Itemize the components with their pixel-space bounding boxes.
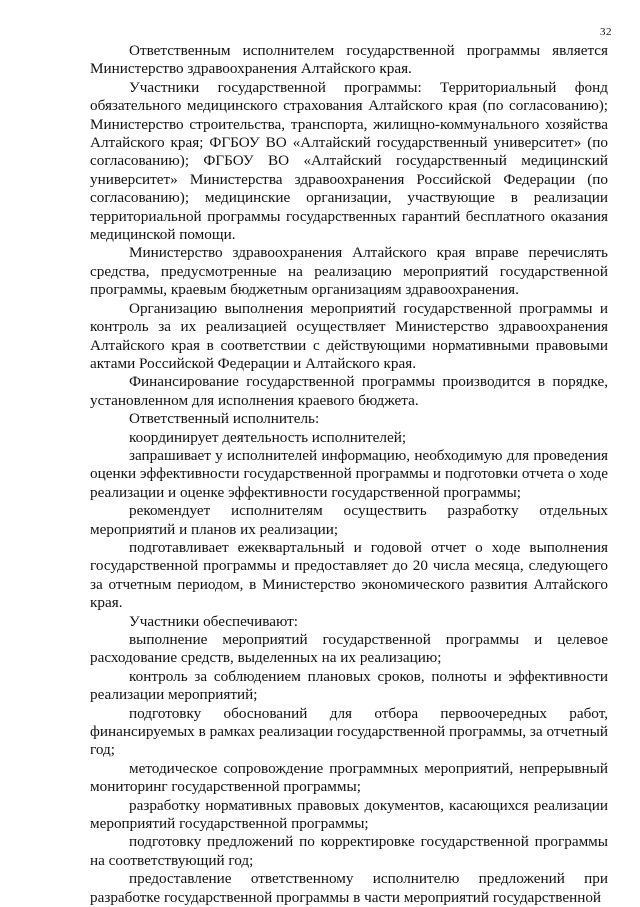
paragraph: подготавливает ежеквартальный и годовой отчет о ходе выполнения государственной программы и предоставляет до 20 числа месяца, следующего за отчетным периодом, в Министерство экономического развития Алтайского края. — [90, 538, 608, 612]
paragraph: предоставление ответственному исполнителю предложений при разработке государственной программы в части мероприятий государственной — [90, 870, 608, 906]
paragraph: Ответственный исполнитель: — [129, 410, 320, 428]
paragraph: выполнение мероприятий государственной программы и целевое расходование средств, выделенных на их реализацию; — [90, 631, 608, 667]
paragraph: разработку нормативных правовых документов, касающихся реализации мероприятий государственной программы; — [90, 796, 608, 833]
paragraph: координирует деятельность исполнителей; — [129, 428, 407, 446]
paragraph: запрашивает у исполнителей информацию, необходимую для проведения оценки эффективности государственной программы и подготовки отчета о ходе реализации и оценке эффективности государственной программы; — [90, 446, 608, 501]
document-body — [90, 42, 608, 907]
paragraph: подготовку предложений по корректировке государственной программы на соответствующий год; — [90, 833, 608, 869]
paragraph: Министерство здравоохранения Алтайского края вправе перечислять средства, предусмотренные на реализацию мероприятий государственной программы, краевым бюджетным организациям здравоохранения. — [90, 244, 608, 299]
paragraph: контроль за соблюдением плановых сроков, полноты и эффективности реализации мероприятий; — [90, 667, 608, 704]
paragraph: Организацию выполнения мероприятий государственной программы и контроль за их реализацией осуществляет Министерство здравоохранения Алтайского края в соответствии с действующими нормативными правовыми актами Российской Федерации и Алтайского края. — [90, 299, 608, 372]
paragraph: подготовку обоснований для отбора первоочередных работ, финансируемых в рамках реализации государственной программы, за отчетный год; — [90, 704, 608, 759]
paragraph: Участники государственной программы: Территориальный фонд обязательного медицинского страхования Алтайского края (по согласованию); Министерство строительства, транспорта, жилищно-коммунального хозяйства Алтайского края; ФГБОУ ВО «Алтайский государственный университет» (по согласованию); ФГБОУ ВО «Алтайский государственный медицинский университет» Министерства здравоохранения Российской Федерации (по согласованию); медицинские организации, участвующие в реализации территориальной программы государственных гарантий бесплатного оказания медицинской помощи. — [90, 78, 608, 244]
paragraph: Финансирование государственной программы производится в порядке, установленном для исполнения краевого бюджета. — [90, 373, 608, 409]
paragraph: методическое сопровождение программных мероприятий, непрерывный мониторинг государственной программы; — [90, 759, 608, 796]
paragraph: Ответственным исполнителем государственной программы является Министерство здравоохранения Алтайского края. — [90, 42, 608, 78]
page-number: 32 — [600, 26, 612, 38]
paragraph: рекомендует исполнителям осуществить разработку отдельных мероприятий и планов их реализации; — [90, 502, 608, 538]
paragraph: Участники обеспечивают: — [129, 612, 299, 630]
